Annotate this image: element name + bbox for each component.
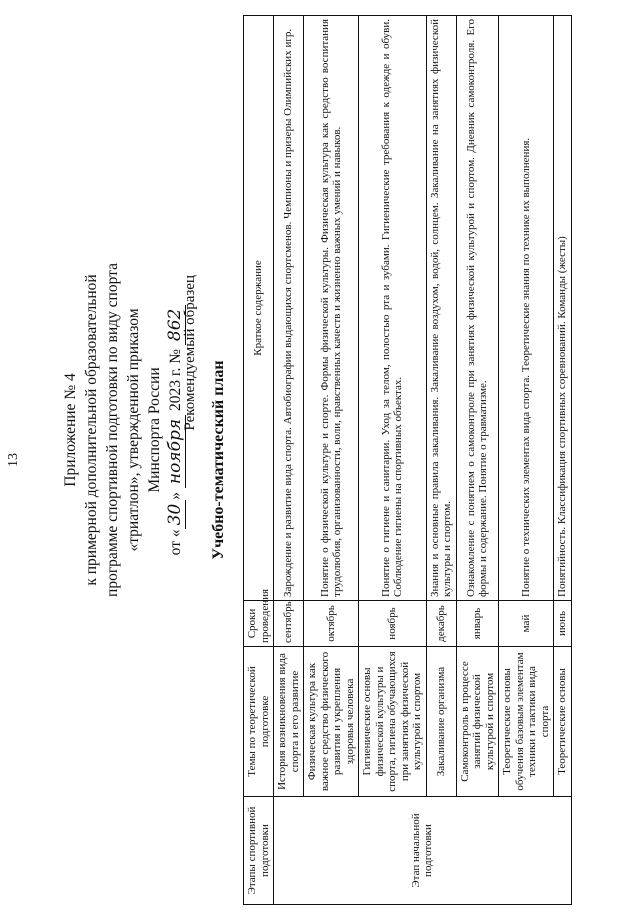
- content-cell: Понятийность. Классификация спортивных соревнований. Команды (жесты): [554, 16, 572, 601]
- topic-cell: Теоретические основы: [554, 647, 572, 797]
- plan-title: Учебно-тематический план: [210, 360, 227, 560]
- header-stage: Этапы спортивной подготовки: [244, 797, 274, 905]
- appendix-line: «триатлон», утвержденной приказом: [125, 308, 142, 552]
- topic-cell: История возникновения вида спорта и его развитие: [274, 647, 304, 797]
- header-content: Краткое содержание: [244, 16, 274, 601]
- order-number-handwritten: 862: [165, 305, 186, 345]
- content-cell: Зарождение и развитие вида спорта. Автобиографии выдающихся спортсменов. Чемпионы и призеры Олимпийских игр.: [274, 16, 304, 601]
- appendix-header: [60, 210, 186, 650]
- topic-cell: Самоконтроль в процессе занятий физической культурой и спортом: [456, 647, 499, 797]
- table-row: [456, 16, 499, 905]
- header-term: Сроки проведения: [244, 601, 274, 647]
- content-cell: Понятие о технических элементах вида спорта. Теоретические знания по технике их выполнения.: [499, 16, 554, 601]
- topic-cell: Теоретические основы обучения базовым элементам техники и тактики вида спорта: [499, 647, 554, 797]
- page-number: 13: [6, 453, 21, 467]
- table-row: [274, 16, 304, 905]
- topic-cell: Закаливание организма: [426, 647, 456, 797]
- content-cell: Понятие о гигиене и санитарии. Уход за телом, полостью рта и зубами. Гигиенические требования к одежде и обуви. Соблюдение гигиены на спортивных объектах.: [359, 16, 427, 601]
- appendix-line: к примерной дополнительной образовательной: [83, 274, 100, 586]
- date-day-handwritten: 30: [165, 500, 186, 530]
- topic-cell: Физическая культура как важное средство физического развития и укрепления здоровья человека: [304, 647, 359, 797]
- table-row: [499, 16, 554, 905]
- table-row: [426, 16, 456, 905]
- thematic-plan-table: [243, 15, 572, 905]
- term-cell: ноябрь: [359, 601, 427, 647]
- header-topic: Темы по теоретической подготовке: [244, 647, 274, 797]
- date-mid: »: [167, 488, 184, 500]
- topic-cell: Гигиенические основы физической культуры и спорта, гигиена обучающихся при занятиях физической культурой и спортом: [359, 647, 427, 797]
- stage-cell: Этап начальной подготовки: [274, 797, 572, 905]
- appendix-line: Минспорта России: [146, 367, 163, 493]
- content-cell: Ознакомление с понятием о самоконтроле при занятиях физической культурой и спортом. Дневник самоконтроля. Его формы и содержание. Понятие о травматизме.: [456, 16, 499, 601]
- recommended-sample-label: Рекомендуемый образец: [182, 275, 198, 431]
- term-cell: октябрь: [304, 601, 359, 647]
- date-month-handwritten: ноября: [165, 415, 186, 488]
- term-cell: июнь: [554, 601, 572, 647]
- date-prefix: от «: [167, 529, 184, 556]
- term-cell: сентябрь: [274, 601, 304, 647]
- table-header-row: [244, 16, 274, 905]
- table-row: [359, 16, 427, 905]
- appendix-line: Приложение № 4: [62, 373, 79, 487]
- term-cell: май: [499, 601, 554, 647]
- term-cell: январь: [456, 601, 499, 647]
- table-row: [554, 16, 572, 905]
- content-cell: Понятие о физической культуре и спорте. Формы физической культуры. Физическая культура как средство воспитания трудолюбия, организованности, воли, нравственных качеств и жизненно важных умений и навыков.: [304, 16, 359, 601]
- appendix-line: программе спортивной подготовки по виду спорта: [104, 263, 121, 597]
- date-year: 2023 г. №: [167, 345, 184, 415]
- content-cell: Знания и основные правила закаливания. Закаливание воздухом, водой, солнцем. Закаливание на занятиях физической культуры и спортом.: [426, 16, 456, 601]
- term-cell: декабрь: [426, 601, 456, 647]
- table-row: [304, 16, 359, 905]
